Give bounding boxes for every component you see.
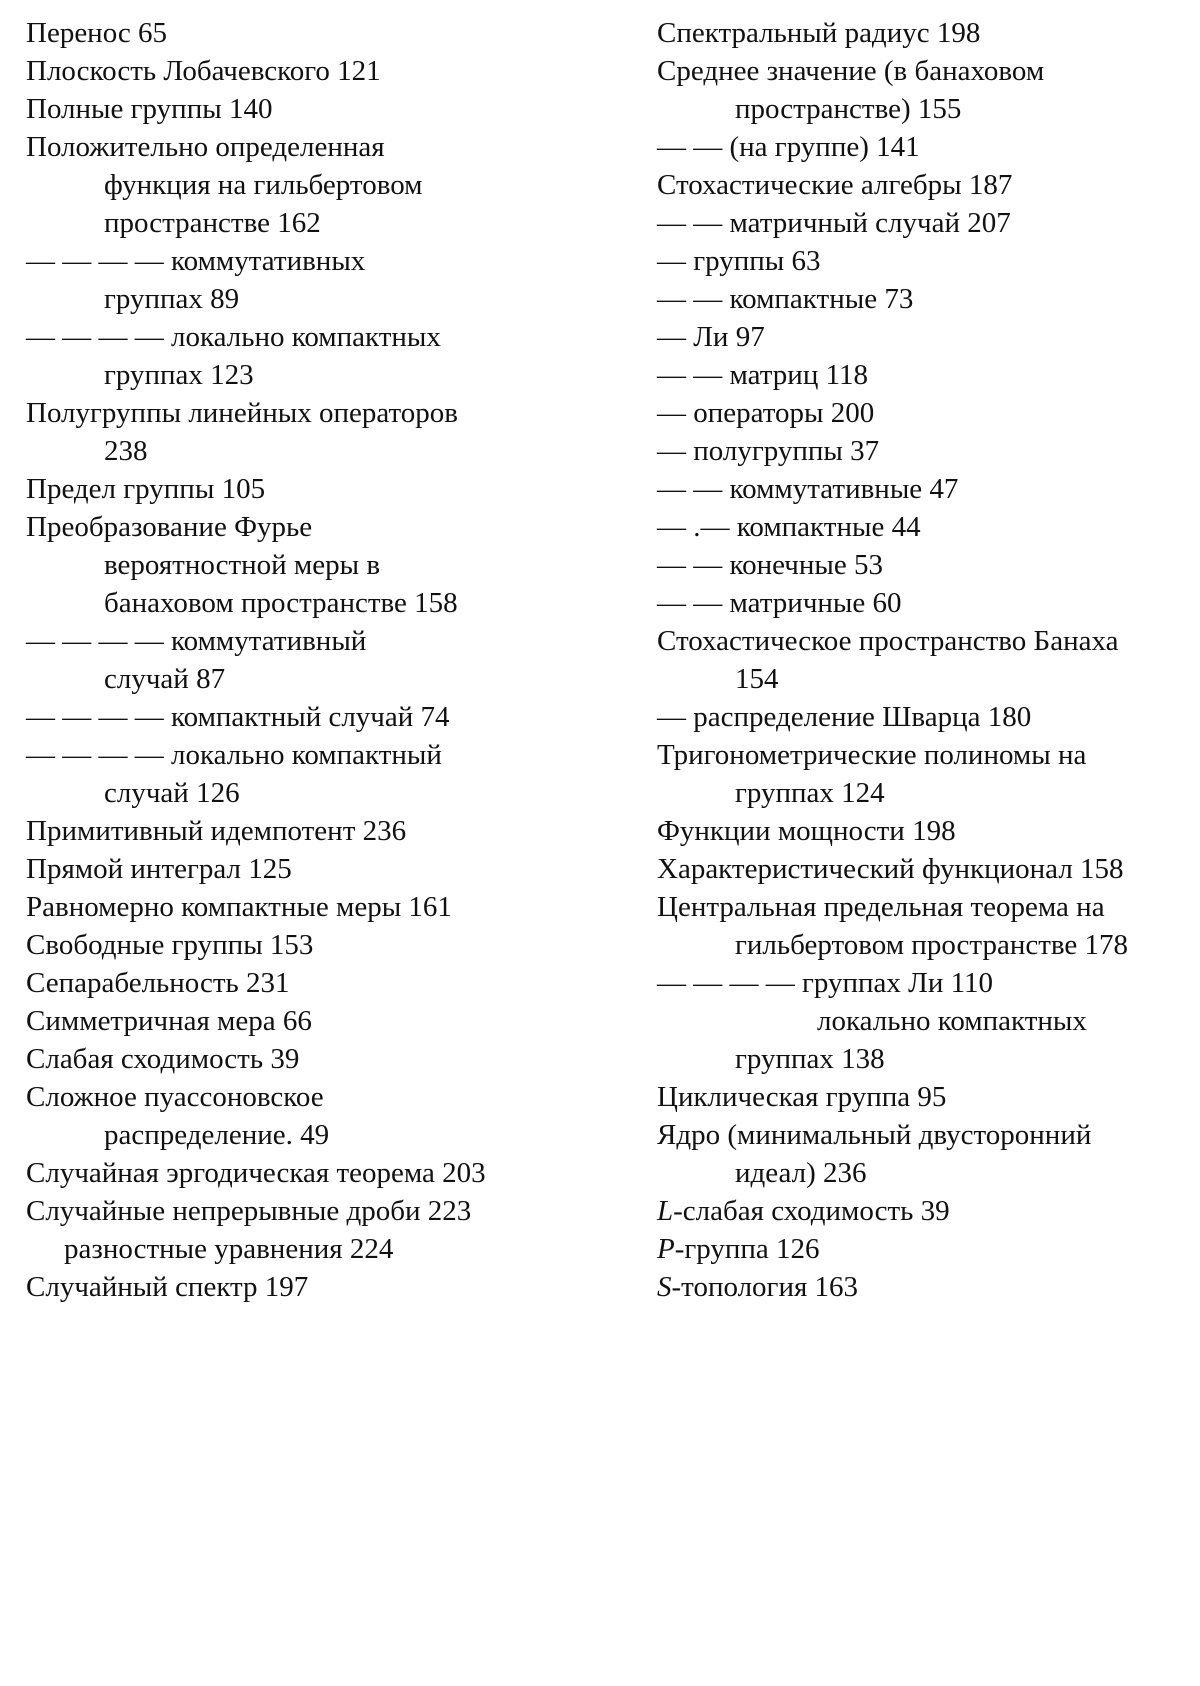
index-entry [26,508,616,546]
index-entry-text: группах 89 [104,283,240,315]
index-entry-text: функция на гильбертовом [104,169,423,201]
index-entry-text: 238 [104,435,148,467]
index-entry [657,622,1197,660]
index-entry [26,394,616,432]
index-entry [657,1116,1197,1154]
index-entry [657,888,1197,926]
index-entry-text: — Ли 97 [657,321,765,353]
index-entry-text: Функции мощности 198 [657,815,956,847]
index-entry-text: Ядро (минимальный двусторонний [657,1119,1092,1151]
index-entry-text: Случайные непрерывные дроби 223 [26,1195,472,1227]
index-entry-text: Преобразование Фурье [26,511,313,543]
index-entry [657,1002,1197,1040]
index-entry [657,356,1197,394]
index-entry-text: Центральная предельная теорема на [657,891,1105,923]
index-entry-text: распределение. 49 [104,1119,330,1151]
index-entry-text: Тригонометрические полиномы на [657,739,1087,771]
index-entry [26,1002,616,1040]
index-entry [657,774,1197,812]
index-entry [657,128,1197,166]
index-entry-text: — — — — коммутативных [26,245,366,277]
index-entry-text: банаховом пространстве 158 [104,587,458,619]
index-entry [26,812,616,850]
index-entry [657,470,1197,508]
index-entry-text: — — матричный случай 207 [657,207,1011,239]
index-entry [26,1268,616,1306]
index-entry [26,166,616,204]
index-entry-text: идеал) 236 [735,1157,867,1189]
index-entry [26,1192,616,1230]
index-entry [657,546,1197,584]
index-entry-text: случай 87 [104,663,226,695]
index-entry [26,1230,616,1268]
index-entry [657,1268,1197,1306]
index-entry [657,1192,1197,1230]
index-right-column [657,14,1197,1306]
index-entry-text: Перенос 65 [26,17,168,49]
index-entry-text: случай 126 [104,777,240,809]
index-entry-text: — — — — локально компактный [26,739,442,771]
index-entry-text: — — — — коммутативный [26,625,367,657]
index-entry [657,508,1197,546]
index-entry [657,698,1197,736]
index-entry [26,622,616,660]
index-entry [26,850,616,888]
index-entry-symbol: P [657,1233,675,1265]
index-entry-text: Полугруппы линейных операторов [26,397,458,429]
index-entry [26,318,616,356]
index-entry [657,926,1197,964]
index-entry [657,584,1197,622]
index-entry-text: Сепарабельность 231 [26,967,290,999]
index-entry-text: Плоскость Лобачевского 121 [26,55,381,87]
index-entry-symbol: L [657,1195,674,1227]
index-entry [26,52,616,90]
index-entry [657,1154,1197,1192]
index-entry-text: — полугруппы 37 [657,435,880,467]
index-entry [26,774,616,812]
index-entry-text: Среднее значение (в банаховом [657,55,1045,87]
index-left-column [26,14,616,1306]
index-entry-text: разностные уравнения 224 [64,1233,394,1265]
index-entry [657,242,1197,280]
index-entry-text: — — компактные 73 [657,283,914,315]
index-entry [657,432,1197,470]
index-entry-text: — — коммутативные 47 [657,473,959,505]
index-entry [26,90,616,128]
index-entry-text: Предел группы 105 [26,473,266,505]
index-entry [26,1154,616,1192]
index-entry-text: пространстве 162 [104,207,321,239]
index-entry [26,470,616,508]
index-entry [657,318,1197,356]
index-entry-text: Положительно определенная [26,131,385,163]
index-entry-text: Циклическая группа 95 [657,1081,947,1113]
index-entry-text: Случайная эргодическая теорема 203 [26,1157,486,1189]
index-entry [26,280,616,318]
index-entry-text: гильбертовом пространстве 178 [735,929,1129,961]
index-entry-text: Сложное пуассоновское [26,1081,324,1113]
index-entry-text: 154 [735,663,779,695]
index-entry [657,1078,1197,1116]
index-entry [26,356,616,394]
index-entry [26,204,616,242]
index-entry [26,1078,616,1116]
index-entry [657,166,1197,204]
index-entry [657,90,1197,128]
index-entry-text: — — конечные 53 [657,549,883,581]
index-entry-text: — — матричные 60 [657,587,902,619]
index-entry [657,964,1197,1002]
index-entry-text: — — матриц 118 [657,359,869,391]
index-entry-text: — — — — локально компактных [26,321,441,353]
index-entry [26,926,616,964]
index-entry-text: Спектральный радиус 198 [657,17,981,49]
index-entry-text: Полные группы 140 [26,93,273,125]
index-entry [26,660,616,698]
index-entry-text: -слабая сходимость 39 [673,1195,950,1227]
index-entry [657,1040,1197,1078]
index-entry-text: — распределение Шварца 180 [657,701,1032,733]
index-entry [26,14,616,52]
index-entry [26,128,616,166]
index-entry-text: Случайный спектр 197 [26,1271,309,1303]
index-entry-text: Симметричная мера 66 [26,1005,312,1037]
index-entry-text: Свободные группы 153 [26,929,314,961]
index-entry [26,736,616,774]
index-entry [26,698,616,736]
index-entry [657,52,1197,90]
index-entry-text: Прямой интеграл 125 [26,853,292,885]
index-entry [26,242,616,280]
index-entry-text: — — — — группах Ли 110 [657,967,994,999]
index-entry [26,1040,616,1078]
index-entry-text: -группа 126 [674,1233,820,1265]
index-entry-text: Примитивный идемпотент 236 [26,815,407,847]
index-entry-text: локально компактных [817,1005,1087,1037]
index-entry-symbol: S [657,1271,672,1303]
index-entry [26,584,616,622]
index-entry-text: Характеристический функционал 158 [657,853,1124,885]
index-entry [657,394,1197,432]
index-entry-text: группах 123 [104,359,254,391]
index-entry-text: — .— компактные 44 [657,511,921,543]
index-entry [657,204,1197,242]
index-entry-text: группах 138 [735,1043,885,1075]
index-entry [657,660,1197,698]
index-entry-text: группах 124 [735,777,885,809]
index-entry [26,432,616,470]
index-entry-text: — — (на группе) 141 [657,131,920,163]
index-entry-text: Стохастическое пространство Банаха [657,625,1119,657]
index-entry [26,964,616,1002]
index-entry-text: -топология 163 [671,1271,859,1303]
index-entry [26,546,616,584]
index-entry-text: — операторы 200 [657,397,875,429]
index-entry-text: Стохастические алгебры 187 [657,169,1013,201]
index-entry [657,736,1197,774]
index-entry-text: вероятностной меры в [104,549,381,581]
index-entry [26,888,616,926]
index-entry-text: Слабая сходимость 39 [26,1043,300,1075]
index-entry [657,1230,1197,1268]
index-entry-text: Равномерно компактные меры 161 [26,891,452,923]
index-entry-text: пространстве) 155 [735,93,962,125]
index-entry-text: — — — — компактный случай 74 [26,701,450,733]
index-entry [657,280,1197,318]
index-entry [657,14,1197,52]
index-entry [657,850,1197,888]
index-entry [657,812,1197,850]
index-entry [26,1116,616,1154]
index-entry-text: — группы 63 [657,245,821,277]
